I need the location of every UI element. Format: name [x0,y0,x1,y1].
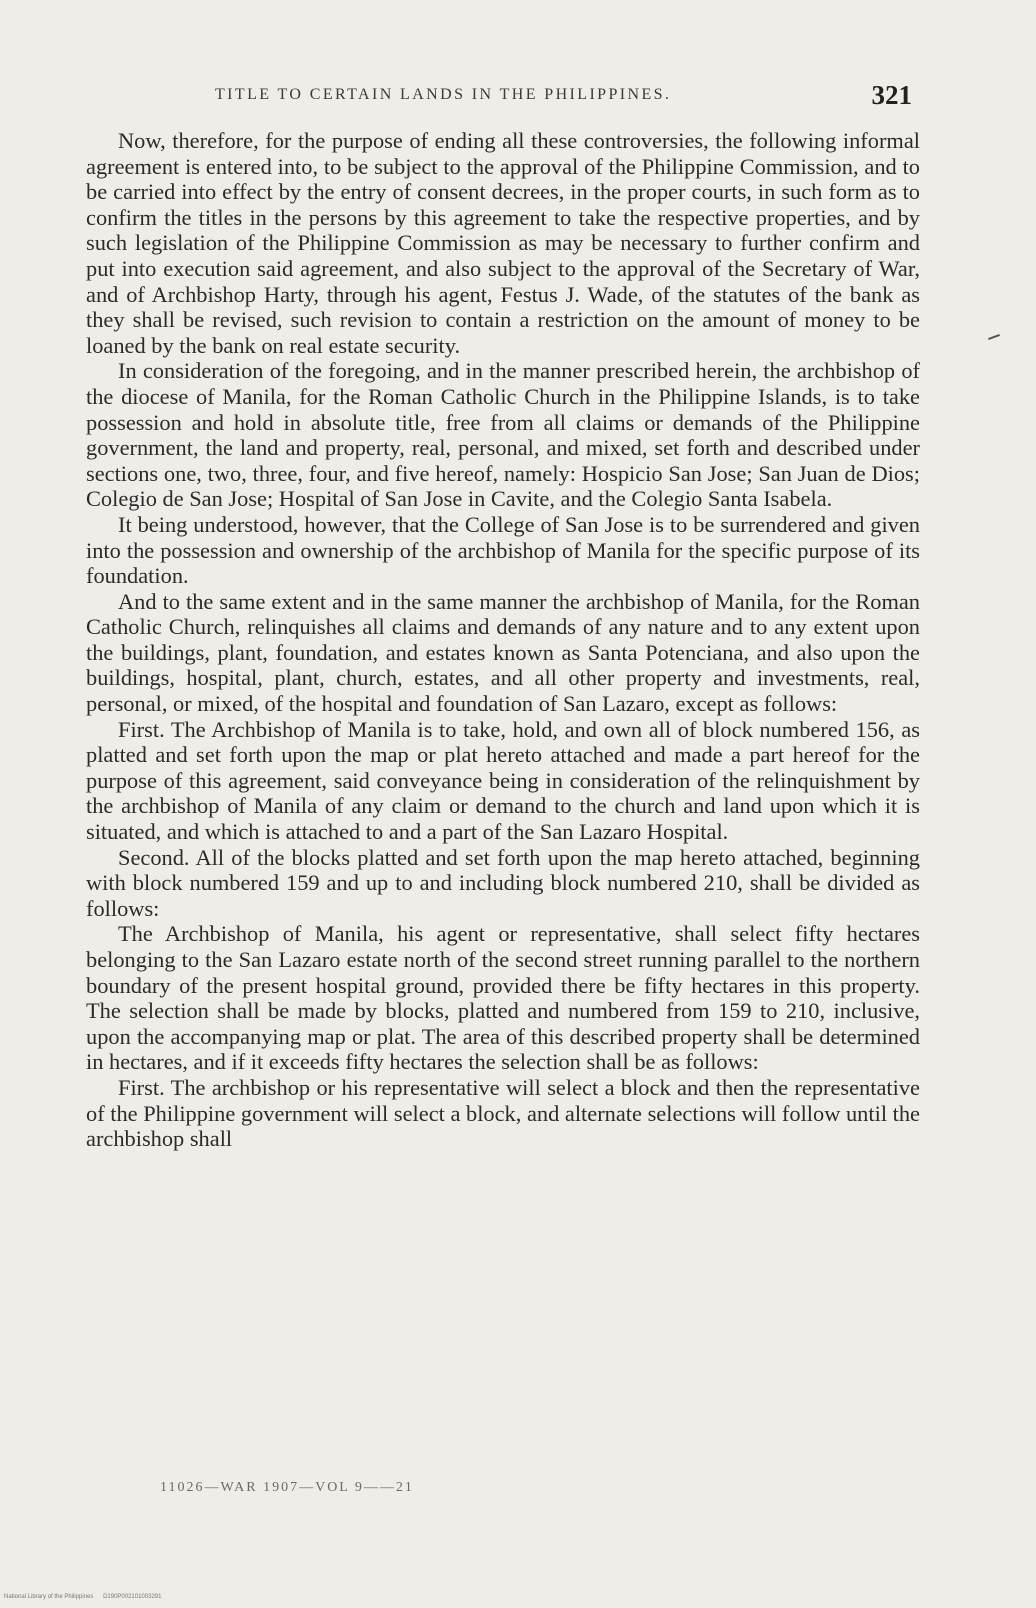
scan-credit [4,1594,169,1600]
body-text [86,128,920,1152]
printer-signature: 11026—WAR 1907—VOL 9——21 [160,1480,414,1495]
paragraph-4: And to the same extent and in the same manner the archbishop of Manila, for the Roman Catholic Church, relinquishes all claims and demands of any nature and to any extent upon the buildings, plant, foundation, and estates known as Santa Potenciana, and also upon the buildings, hospital, plant, church, estates, and all other property and investments, real, personal, or mixed, of the hospital and foundation of San Lazaro, except as follows: [86,588,920,717]
credit-identifier: D190P002101003291 [103,1594,162,1600]
paragraph-7: The Archbishop of Manila, his agent or representative, shall select fifty hectares belonging to the San Lazaro estate north of the second street running parallel to the northern boundary of the present hospital ground, provided there be fifty hectares in this property. The selection shall be made by blocks, platted and numbered from 159 to 210, inclusive, upon the accompanying map or plat. The area of this described property shall be determined in hectares, and if it exceeds fifty hectares the selection shall be as follows: [86,921,920,1075]
paragraph-3: It being understood, however, that the College of San Jose is to be surrendered and given into the possession and ownership of the archbishop of Manila for the specific purpose of its foundation. [86,511,920,589]
paragraph-1: Now, therefore, for the purpose of ending all these controversies, the following informal agreement is entered into, to be subject to the approval of the Philippine Commission, and to be carried into effect by the entry of consent decrees, in the proper courts, in such form as to confirm the titles in the persons by this agreement to take the respective properties, and by such legislation of the Philippine Commission as may be necessary to further confirm and put into execution said agreement, and also subject to the approval of the Secretary of War, and of Archbishop Harty, through his agent, Festus J. Wade, of the statutes of the bank as they shall be revised, such revision to contain a restriction on the amount of money to be loaned by the bank on real estate security. [86,128,920,358]
credit-library: National Library of the Philippines [4,1594,94,1600]
paragraph-2: In consideration of the foregoing, and in the manner prescribed herein, the archbishop of the diocese of Manila, for the Roman Catholic Church in the Philippine Islands, is to take possession and hold in absolute title, free from all claims or demands of the Philippine government, the land and property, real, personal, and mixed, set forth and described under sections one, two, three, four, and five hereof, namely: Hospicio San Jose; San Juan de Dios; Colegio de San Jose; Hospital of San Jose in Cavite, and the Colegio Santa Isabela. [86,358,920,512]
running-title: TITLE TO CERTAIN LANDS IN THE PHILIPPINES. [215,86,672,103]
paragraph-8: First. The archbishop or his representative will select a block and then the representative of the Philippine government will select a block, and alternate selections will follow until the archbishop shall [86,1074,920,1152]
page-number: 321 [871,80,912,110]
margin-mark [988,334,1000,340]
paragraph-5: First. The Archbishop of Manila is to take, hold, and own all of block numbered 156, as platted and set forth upon the map or plat hereto attached and made a part hereof for the purpose of this agreement, said conveyance being in consideration of the relinquishment by the archbishop of Manila of any claim or demand to the church and land upon which it is situated, and which is attached to and a part of the San Lazaro Hospital. [86,716,920,845]
paragraph-6: Second. All of the blocks platted and set forth upon the map hereto attached, beginning with block numbered 159 and up to and including block numbered 210, shall be divided as follows: [86,844,920,921]
page-header [85,80,930,120]
